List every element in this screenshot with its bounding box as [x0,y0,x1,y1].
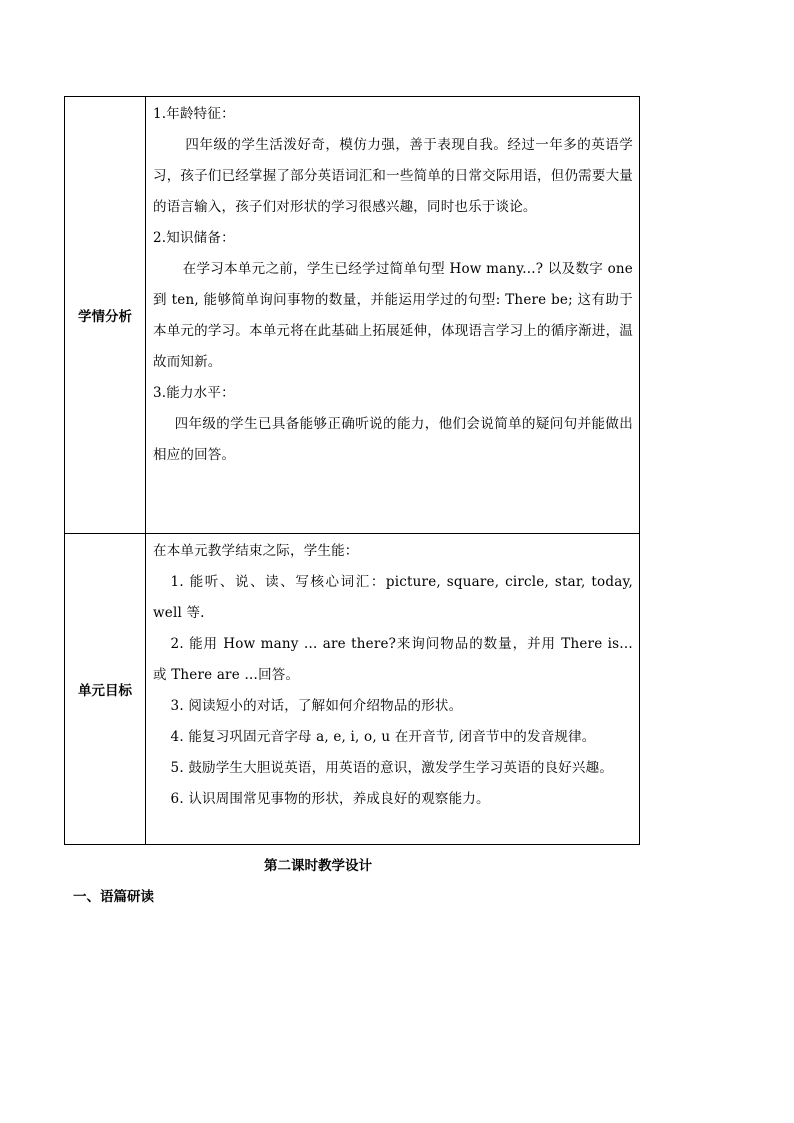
unit-goal-item: 3. 阅读短小的对话，了解如何介绍物品的形状。 [170,698,463,714]
section-heading-text-study: 一、语篇研读 [73,889,154,905]
unit-goals-intro: 在本单元教学结束之际，学生能： [153,543,359,559]
table-row-student-analysis [65,97,640,534]
knowledge-text: 在学习本单元之前，学生已经学过简单句型 How many...? 以及数字 one 到 ten, 能够简单询问事物的数量，并能运用学过的句型: There be; 这有助于本单元的学习。本单元将在此基础上拓展延伸，体现语言学习上的循序渐进，温故而知新。 [153,261,633,370]
unit-goals-content [146,534,640,845]
unit-goal-item: 2. 能用 How many … are there?来询问物品的数量，并用 There is… 或 There are …回答。 [153,636,633,683]
age-features-heading: 1.年龄特征： [153,106,235,122]
unit-goal-item: 1. 能听、说、读、写核心词汇：picture, square, circle, star, today, well 等. [153,574,633,621]
table-row-unit-goals [65,534,640,845]
unit-goal-item: 5. 鼓励学生大胆说英语，用英语的意识，激发学生学习英语的良好兴趣。 [170,760,614,776]
age-features-text: 四年级的学生活泼好奇，模仿力强，善于表现自我。经过一年多的英语学习，孩子们已经掌握了部分英语词汇和一些简单的日常交际用语，但仍需要大量的语言输入，孩子们对形状的学习很感兴趣，同时也乐于谈论。 [153,137,633,215]
unit-goal-item: 4. 能复习巩固元音字母 a, e, i, o, u 在开音节, 闭音节中的发音规律。 [170,729,596,745]
unit-goal-item: 6. 认识周围常见事物的形状，养成良好的观察能力。 [170,791,490,807]
knowledge-heading: 2.知识储备： [153,230,235,246]
row-label-student-analysis: 学情分析 [65,97,146,534]
lesson-plan-table [64,96,640,845]
ability-heading: 3.能力水平： [153,385,235,401]
ability-text: 四年级的学生已具备能够正确听说的能力，他们会说简单的疑问句并能做出相应的回答。 [153,416,633,463]
row-label-unit-goals: 单元目标 [65,534,146,845]
student-analysis-content [146,97,640,534]
lesson-design-heading: 第二课时教学设计 [264,858,372,874]
